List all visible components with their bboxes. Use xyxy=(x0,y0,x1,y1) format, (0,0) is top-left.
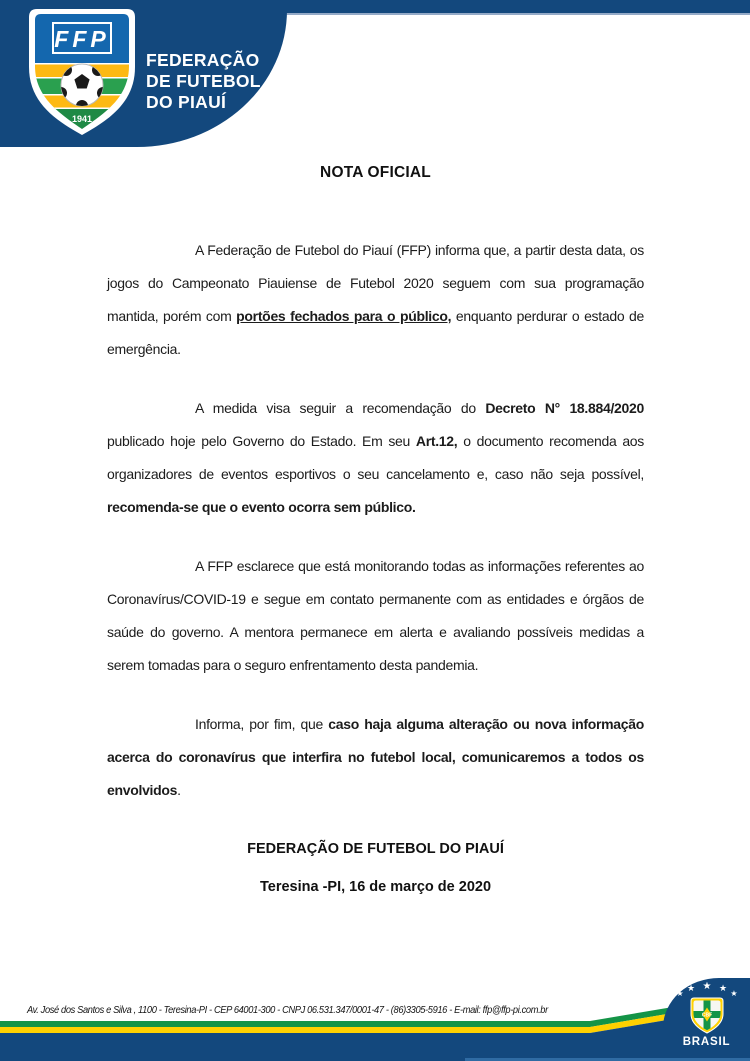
signature-dateline: Teresina -PI, 16 de março de 2020 xyxy=(259,879,492,895)
document-title: NOTA OFICIAL xyxy=(320,164,431,181)
svg-text:★: ★ xyxy=(702,981,712,992)
footer xyxy=(0,951,750,1061)
ffp-acronym: FFP xyxy=(54,26,110,52)
footer-address: Av. José dos Santos e Silva , 1100 - Teresina-PI - CEP 64001-300 - CNPJ 06.531.347/0001-47 - (86)3305-5916 - E-mail: ffp@ffp-pi.com.br xyxy=(27,1005,548,1016)
cbf-acronym: CBF xyxy=(701,1012,713,1019)
header xyxy=(0,0,750,148)
svg-text:★: ★ xyxy=(718,984,728,994)
ffp-crest-logo xyxy=(28,8,136,136)
svg-text:★: ★ xyxy=(730,989,738,998)
cbf-logo-icon xyxy=(663,978,750,1036)
cbf-badge xyxy=(663,978,750,1058)
document-body xyxy=(107,164,644,904)
org-name-line-3: DO PIAUÍ xyxy=(146,92,227,112)
body-paragraph-1: A Federação de Futebol do Piauí (FFP) informa que, a partir desta data, os jogos do Campeonato Piauiense de Futebol 2020 seguem com sua programação mantida, porém com portões fechados para o público, enquanto perdurar o estado de emergência. xyxy=(107,242,644,357)
org-name xyxy=(146,50,261,113)
body-paragraph-3: A FFP esclarece que está monitorando todas as informações referentes ao Coronavírus/COVID-19 e segue em contato permanente com as entidades e órgãos de saúde do governo. A mentora permanece em alerta e avaliando possíveis medidas a serem tomadas para o seguro enfrentamento desta pandemia. xyxy=(107,558,644,673)
ffp-year: 1941 xyxy=(71,114,93,124)
svg-text:★: ★ xyxy=(686,984,696,994)
signature-organization: FEDERAÇÃO DE FUTEBOL DO PIAUÍ xyxy=(247,841,504,857)
cbf-label: BRASIL xyxy=(682,1036,731,1048)
footer-stripe-band xyxy=(0,1000,750,1061)
org-name-line-2: DE FUTEBOL xyxy=(146,71,261,91)
body-paragraph-2: A medida visa seguir a recomendação do Decreto N° 18.884/2020 publicado hoje pelo Governo do Estado. Em seu Art.12, o documento recomenda aos organizadores de eventos esportivos o seu cancelamento e, caso não seja possível, recomenda-se que o evento ocorra sem público. xyxy=(107,400,645,515)
org-name-line-1: FEDERAÇÃO xyxy=(146,50,260,70)
svg-text:★: ★ xyxy=(676,989,684,998)
body-paragraph-4: Informa, por fim, que caso haja alguma alteração ou nova informação acerca do coronavírus que interfira no futebol local, comunicaremos a todos os envolvidos. xyxy=(107,716,644,798)
